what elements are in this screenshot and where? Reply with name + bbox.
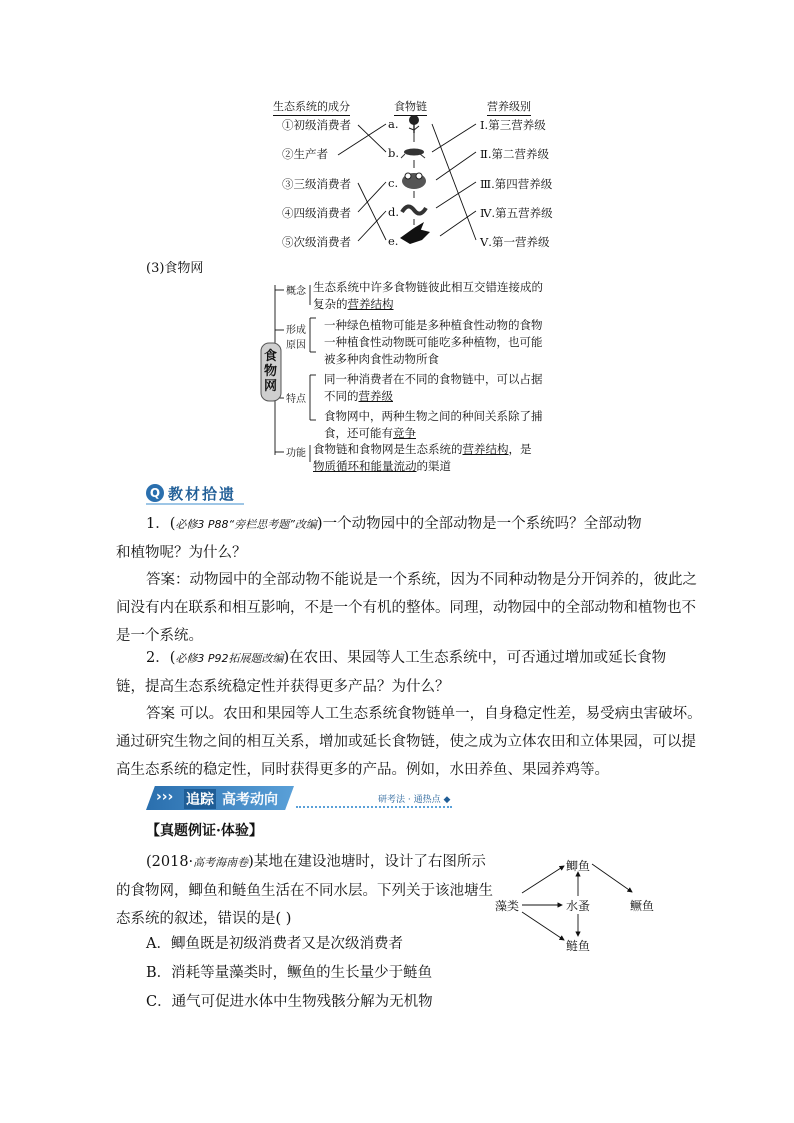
- level-5: Ⅴ.第一营养级: [480, 235, 550, 249]
- option-a[interactable]: A．鲫鱼既是初级消费者又是次级消费者: [146, 936, 403, 952]
- node-mandarin: 鳜鱼: [630, 899, 655, 913]
- answer-1: 答案：动物园中的全部动物不能说是一个系统，因为不同种动物是分开饲养的，彼此之 间没有内在联系和相互影响，不是一个有机的整体。同理，动物园中的全部动物和植物也不 是一个系统。: [116, 572, 697, 644]
- formation-label-1: 形成: [286, 325, 306, 336]
- food-web-arrows: [480, 850, 660, 960]
- component-4: ④四级消费者: [282, 206, 351, 220]
- option-b[interactable]: B．消耗等量藻类时，鳜鱼的生长量少于鲢鱼: [146, 965, 433, 981]
- exam-heading: 【真题例证·体验】: [146, 823, 263, 839]
- question-2: 2．(必修3 P92拓展题改编)在农田、果园等人工生态系统中，可否通过增加或延长食物 链，提高生态系统稳定性并获得更多产品？为什么？: [116, 650, 667, 695]
- component-5: ⑤次级消费者: [282, 235, 351, 249]
- section-title-b: 高考动向: [222, 792, 278, 808]
- question-1: 1．(必修3 P88“旁栏思考题”改编)一个动物园中的全部动物是一个系统吗？全部动物 和植物呢？为什么？: [116, 516, 642, 561]
- function-label: 功能: [286, 448, 306, 459]
- node-algae: 藻类: [495, 899, 520, 913]
- section-subtitle: 研考法 · 通热点 ◆: [378, 795, 451, 805]
- letter-a: a.: [388, 117, 399, 131]
- feature-text: 同一种消费者在不同的食物链中，可以占据 不同的营养级 食物网中，两种生物之间的种间关系除了捕 食，还可能有竞争: [324, 372, 543, 440]
- level-1: Ⅰ.第三营养级: [480, 118, 546, 132]
- feature-label: 特点: [286, 394, 306, 405]
- food-web-heading: (3)食物网: [146, 261, 204, 276]
- level-2: Ⅱ.第二营养级: [480, 147, 549, 161]
- section-textbook-header: [146, 482, 256, 504]
- formation-text: 一种绿色植物可能是多种植食性动物的食物 一种植食性动物既可能吃多种植物，也可能 被多种肉食性动物所食: [324, 318, 543, 366]
- concept-label: 概念: [286, 286, 306, 297]
- node-silver: 鲢鱼: [566, 939, 591, 953]
- header-food-chain: 食物链: [394, 98, 427, 116]
- letter-b: b.: [388, 146, 400, 160]
- section-title: 教材拾遗: [168, 485, 237, 503]
- component-1: ①初级消费者: [282, 118, 351, 132]
- header-components: 生态系统的成分: [273, 98, 350, 116]
- level-3: Ⅲ.第四营养级: [480, 177, 553, 191]
- letter-d: d.: [388, 205, 400, 219]
- letter-c: c.: [388, 176, 399, 190]
- letter-e: e.: [388, 234, 399, 248]
- food-web-root: 食物网: [264, 349, 278, 394]
- component-2: ②生产者: [282, 147, 328, 161]
- exam-options: [146, 930, 433, 1017]
- section-title-a: 追踪: [184, 789, 216, 809]
- section-underline: [146, 503, 244, 505]
- q-icon: Q: [146, 484, 164, 502]
- answer-2: 答案 可以。农田和果园等人工生态系统食物链单一，自身稳定性差，易受病虫害破坏。 通过研究生物之间的相互关系，增加或延长食物链，使之成为立体农田和立体果园，可以提 高生态系统的稳定性，同时获得更多的产品。例如，水田养鱼、果园养鸡等。: [116, 706, 702, 778]
- concept-text: 生态系统中许多食物链彼此相互交错连接成的 复杂的营养结构: [313, 280, 543, 311]
- level-4: Ⅳ.第五营养级: [480, 206, 553, 220]
- component-3: ③三级消费者: [282, 177, 351, 191]
- node-shrimp: 水蚤: [566, 899, 591, 913]
- option-c[interactable]: C．通气可促进水体中生物残骸分解为无机物: [146, 994, 433, 1010]
- formation-label-2: 原因: [286, 340, 306, 351]
- function-text: 食物链和食物网是生态系统的营养结构，是 物质循环和能量流动的渠道: [313, 442, 532, 473]
- section-exam-header: ››› 追踪 高考动向 研考法 · 通热点 ◆: [146, 786, 466, 812]
- node-crucian: 鲫鱼: [566, 859, 591, 873]
- header-levels: 营养级别: [487, 98, 531, 116]
- exam-stem: (2018·高考海南卷)某地在建设池塘时，设计了右图所示 的食物网，鲫鱼和鲢鱼生活在不同水层。下列关于该池塘生 态系统的叙述，错误的是( ): [116, 854, 493, 927]
